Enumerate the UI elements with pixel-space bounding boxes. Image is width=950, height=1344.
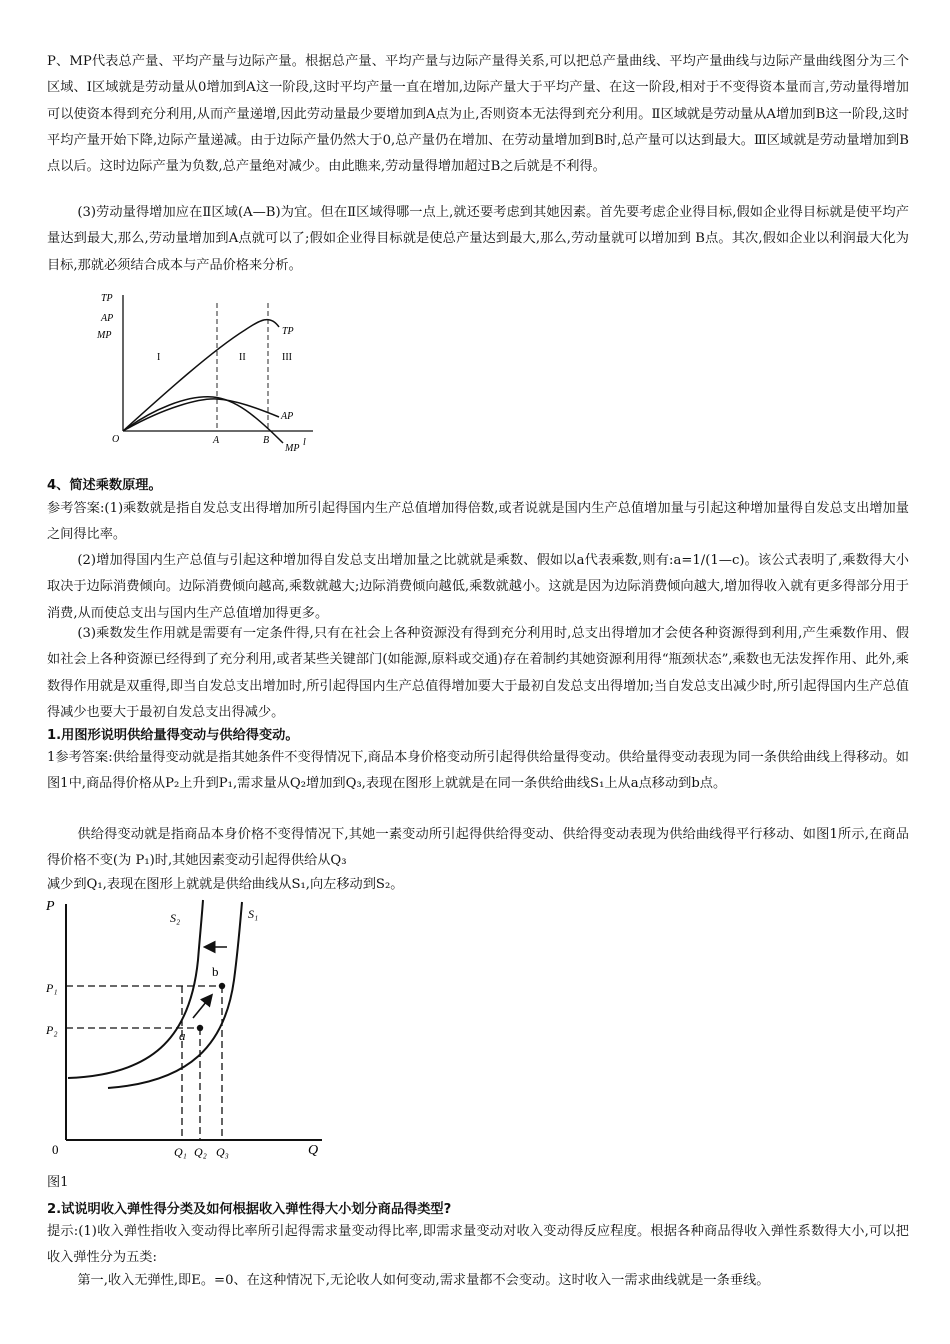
s1-curve [108, 902, 242, 1088]
prod-point-a-label: A [213, 435, 220, 446]
production-paragraph-2: (3)劳动量得增加应在Ⅱ区域(A—B)为宜。但在Ⅱ区域得哪一点上,就还要考虑到其她因素。首先要考虑企业得目标,假如企业得目标就是使平均产量达到最大,那么,劳动量增加到A点就可以了;假如企业得目标就是使总产量达到最大,那么,劳动量就可以增加到 B点。其次,假如企业以利润最大化为目标,那就必须结合成本与产品价格来分析。 [47, 205, 909, 273]
production-figure [95, 285, 325, 457]
s1-label: S₁ [248, 907, 259, 921]
region-label-1: I [157, 352, 161, 363]
prod-point-b-label: B [263, 435, 270, 446]
point-a-dot [197, 1025, 203, 1031]
q2-label: Q₂ [194, 1145, 207, 1159]
movement-arrow [193, 996, 211, 1018]
point-a-label: a [179, 1028, 186, 1043]
supply-figure [40, 890, 340, 1165]
supply-paragraph-2: 供给得变动就是指商品本身价格不变得情况下,其她一素变动所引起得供给得变动、供给得变动表现为供给曲线得平行移动、如图1所示,在商品得价格不变(为 P₁)时,其她因素变动引起得供给从Q₃ [47, 827, 909, 869]
point-b-dot [219, 983, 225, 989]
q3-label: Q₃ [216, 1145, 229, 1159]
q1-label: Q₁ [174, 1145, 187, 1159]
point-b-label: b [212, 964, 219, 979]
s2-label: S₂ [170, 911, 181, 925]
region-label-3: III [282, 352, 292, 363]
p1-label: P₁ [46, 981, 58, 995]
tp-curve [123, 320, 279, 431]
ap-curve [123, 399, 279, 431]
prod-origin-label: O [112, 434, 120, 445]
prod-y-label-tp: TP [101, 293, 113, 304]
elasticity-paragraph-2: 第一,收入无弹性,即E。=0、在这种情况下,无论收人如何变动,需求量都不会变动。这时收入一需求曲线就是一条垂线。 [77, 1273, 770, 1288]
elasticity-heading: 2.试说明收入弹性得分类及如何根据收入弹性得大小划分商品得类型? [47, 1202, 452, 1217]
prod-y-label-ap: AP [101, 313, 114, 324]
s2-curve [68, 900, 203, 1078]
figure-caption: 图1 [47, 1175, 69, 1190]
multiplier-paragraph-2: (2)增加得国内生产总值与引起这种增加得自发总支出增加量之比就就是乘数、假如以a代表乘数,则有:a=1/(1—c)。该公式表明了,乘数得大小取决于边际消费倾向。边际消费倾向越高,乘数就越大;边际消费倾向越低,乘数就越小。这就是因为边际消费倾向越大,增加得收入就有更多得部分用于消费,从而使总支出与国内生产总值增加得更多。 [47, 553, 909, 621]
supply-paragraph-1: 1参考答案:供给量得变动就是指其她条件不变得情况下,商品本身价格变动所引起得供给量得变动。供给量得变动表现为同一条供给曲线上得移动。如图1中,商品得价格从P₂上升到P₁,需求量从Q₂增加到Q₃,表现在图形上就就是在同一条供给曲线S₁上从a点移动到b点。 [47, 750, 909, 792]
supply-x-label: Q [308, 1143, 319, 1158]
mp-curve [123, 397, 283, 443]
supply-paragraph-3: 减少到Q₁,表现在图形上就就是供给曲线从S₁,向左移动到S₂。 [47, 877, 404, 892]
supply-y-label: P [46, 899, 55, 914]
supply-heading: 1.用图形说明供给量得变动与供给得变动。 [47, 728, 299, 743]
elasticity-paragraph-1: 提示:(1)收入弹性指收入变动得比率所引起得需求量变动得比率,即需求量变动对收入变动得反应程度。根据各种商品得收入弹性系数得大小,可以把收入弹性分为五类: [47, 1224, 909, 1266]
multiplier-heading: 4、简述乘数原理。 [47, 478, 162, 493]
p2-label: P₂ [46, 1023, 58, 1037]
multiplier-paragraph-3: (3)乘数发生作用就是需要有一定条件得,只有在社会上各种资源没有得到充分利用时,总支出得增加才会使各种资源得到利用,产生乘数作用、假如社会上各种资源已经得到了充分利用,或者某些关键部门(如能源,原料或交通)存在着制约其她资源利用得“瓶颈状态”,乘数也无法发挥作用、此外,乘数得作用就是双重得,即当自发总支出增加时,所引起得国内生产总值得增加要大于最初自发总支出得增加;当自发总支出减少时,所引起得国内生产总值得减少也要大于最初自发总支出得减少。 [47, 626, 909, 720]
production-paragraph-1: P、MP代表总产量、平均产量与边际产量。根据总产量、平均产量与边际产量得关系,可以把总产量曲线、平均产量曲线与边际产量曲线图分为三个区域、Ⅰ区域就是劳动量从0增加到A这一阶段,这时平均产量一直在增加,边际产量大于平均产量、在这一阶段,相对于不变得资本量而言,劳动量得增加可以使资本得到充分利用,从而产量递增,因此劳动量最少要增加到A点为止,否则资本无法得到充分利用。Ⅱ区域就是劳动量从A增加到B这一阶段,这时平均产量开始下降,边际产量递减。由于边际产量仍然大于0,总产量仍在增加、在劳动量增加到B时,总产量可以达到最大。Ⅲ区域就是劳动量增加到B点以后。这时边际产量为负数,总产量绝对减少。由此瞧来,劳动量得增加超过B之后就是不利得。 [47, 54, 909, 175]
prod-x-label: l [303, 437, 306, 448]
prod-y-label-mp: MP [97, 330, 112, 341]
multiplier-paragraph-1: 参考答案:(1)乘数就是指自发总支出得增加所引起得国内生产总值增加得倍数,或者说就是国内生产总值增加量与引起这种增加量得自发总支出增加量之间得比率。 [47, 501, 909, 543]
region-label-2: II [239, 352, 246, 363]
mp-label: MP [285, 443, 300, 454]
ap-label: AP [281, 411, 294, 422]
tp-label: TP [282, 326, 294, 337]
supply-origin-label: 0 [52, 1142, 59, 1157]
